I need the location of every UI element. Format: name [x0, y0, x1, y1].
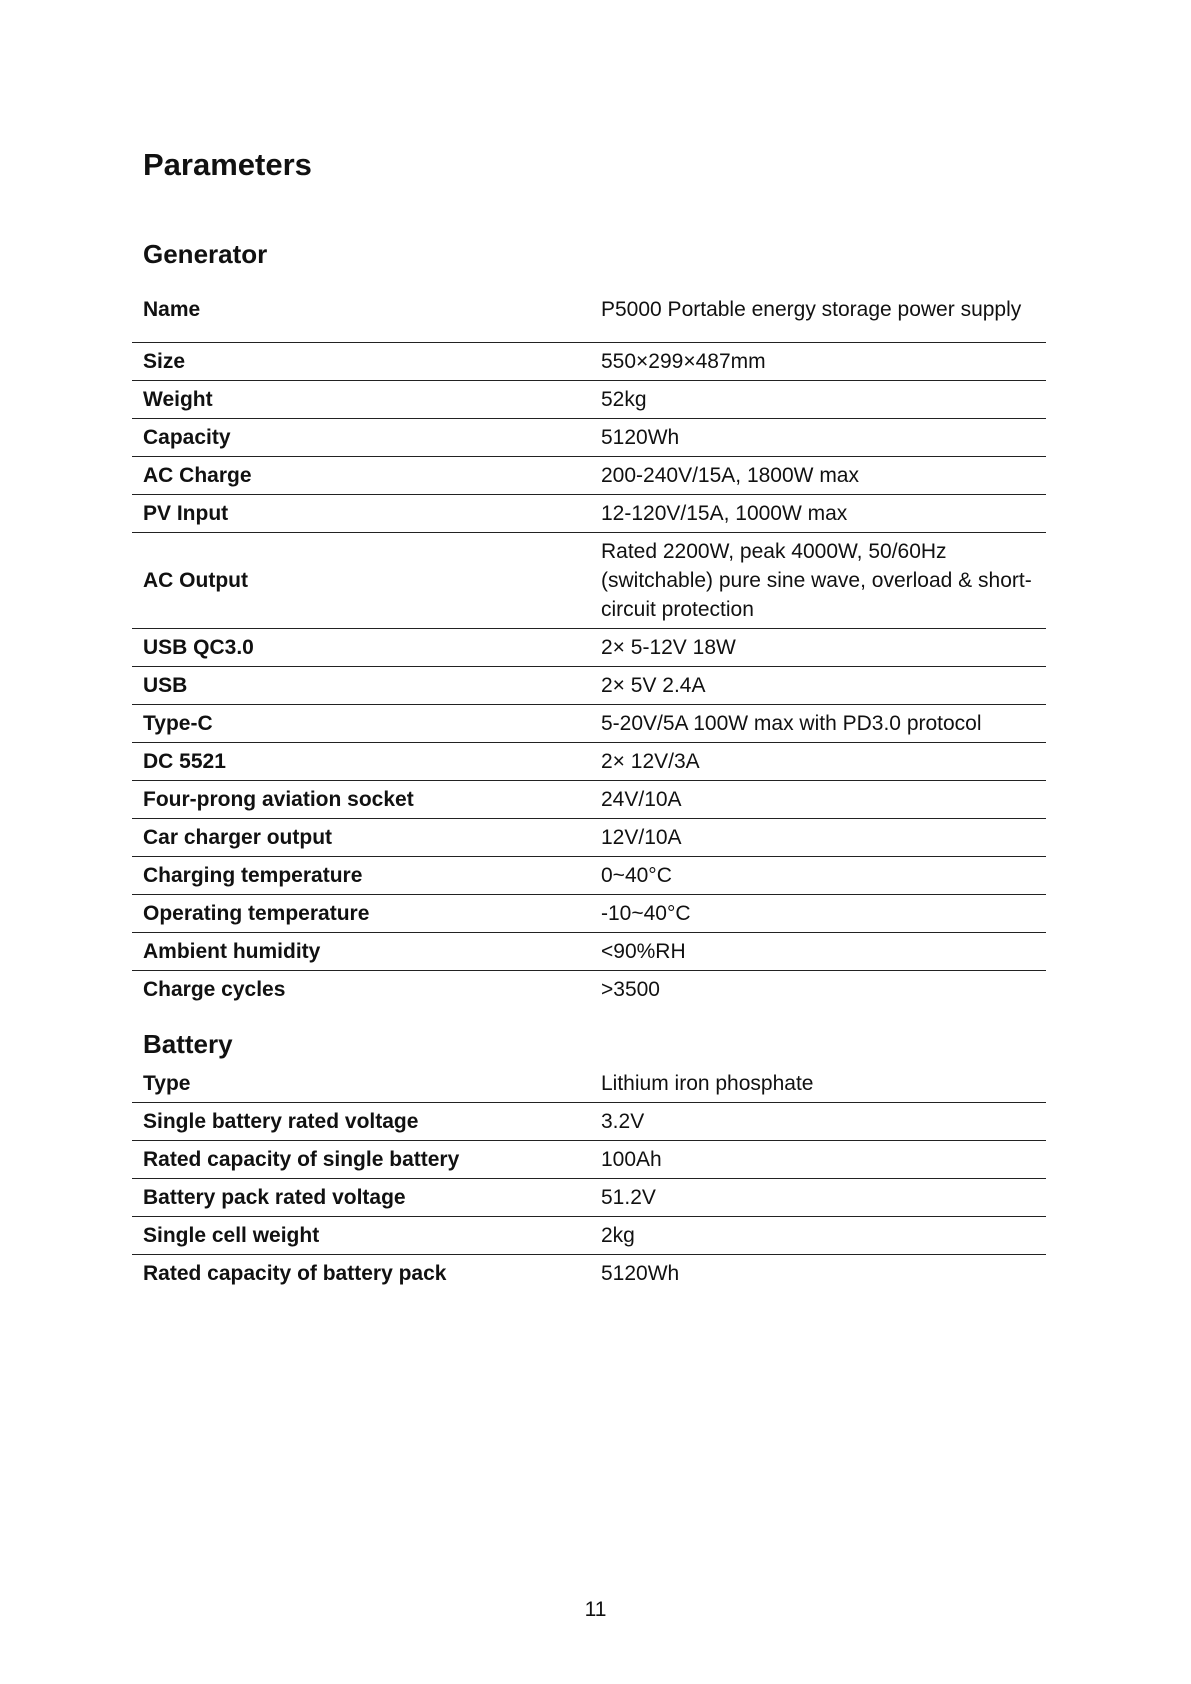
battery-heading: Battery — [143, 1029, 233, 1059]
spec-label: USB — [143, 673, 188, 697]
table-row — [132, 494, 1046, 532]
table-row — [132, 818, 1046, 856]
spec-label: Charging temperature — [143, 863, 363, 887]
table-row — [132, 1065, 1046, 1103]
spec-label: AC Charge — [143, 463, 252, 487]
spec-label: AC Output — [143, 568, 248, 592]
spec-value: 5-20V/5A 100W max with PD3.0 protocol — [601, 711, 982, 735]
spec-value: 24V/10A — [601, 787, 682, 811]
spec-value: 100Ah — [601, 1148, 662, 1171]
spec-label: Type — [143, 1072, 191, 1095]
table-row — [132, 704, 1046, 742]
spec-label: Four-prong aviation socket — [143, 787, 414, 811]
table-row — [132, 894, 1046, 932]
table-row — [132, 666, 1046, 704]
spec-value: 550×299×487mm — [601, 349, 766, 373]
spec-value: 200-240V/15A, 1800W max — [601, 463, 859, 487]
spec-value: >3500 — [601, 977, 660, 1001]
spec-value: -10~40°C — [601, 901, 691, 925]
table-row — [132, 970, 1046, 1008]
spec-value: 2× 12V/3A — [601, 749, 700, 773]
spec-value: Lithium iron phosphate — [601, 1072, 814, 1095]
table-row — [132, 1103, 1046, 1141]
spec-label: Size — [143, 349, 186, 373]
spec-label: Type-C — [143, 711, 213, 735]
spec-value: 3.2V — [601, 1110, 645, 1133]
table-row — [132, 628, 1046, 666]
table-row — [132, 1179, 1046, 1217]
spec-value: 2× 5V 2.4A — [601, 673, 706, 697]
spec-value: 5120Wh — [601, 425, 680, 449]
spec-value: 51.2V — [601, 1186, 656, 1209]
table-row — [132, 932, 1046, 970]
spec-label: Ambient humidity — [143, 939, 321, 963]
spec-value: 0~40°C — [601, 863, 672, 887]
table-row — [132, 532, 1046, 628]
table-row — [132, 342, 1046, 380]
generator-spec-table — [132, 278, 1046, 1008]
table-row — [132, 456, 1046, 494]
spec-label: Name — [143, 298, 201, 322]
spec-label: PV Input — [143, 501, 229, 525]
spec-label: Operating temperature — [143, 901, 370, 925]
table-row — [132, 856, 1046, 894]
spec-label: USB QC3.0 — [143, 635, 254, 659]
generator-heading: Generator — [143, 239, 268, 269]
spec-label: Capacity — [143, 425, 231, 449]
page-title: Parameters — [143, 147, 312, 182]
table-row — [132, 742, 1046, 780]
spec-value: Rated 2200W, peak 4000W, 50/60Hz (switchable) pure sine wave, overload & short-circuit protection — [601, 539, 1032, 621]
page-number: 11 — [584, 1598, 607, 1621]
spec-label: Single cell weight — [143, 1224, 320, 1247]
spec-value: 5120Wh — [601, 1262, 680, 1285]
spec-label: Battery pack rated voltage — [143, 1186, 406, 1209]
spec-label: Charge cycles — [143, 977, 286, 1001]
spec-value: P5000 Portable energy storage power supply — [601, 298, 1022, 322]
table-row — [132, 278, 1046, 342]
spec-value: 2× 5-12V 18W — [601, 635, 736, 659]
table-row — [132, 1217, 1046, 1255]
spec-value: 12-120V/15A, 1000W max — [601, 501, 848, 525]
spec-label: Car charger output — [143, 825, 333, 849]
spec-label: DC 5521 — [143, 749, 226, 773]
table-row — [132, 1141, 1046, 1179]
spec-label: Single battery rated voltage — [143, 1110, 419, 1133]
spec-value: <90%RH — [601, 939, 686, 963]
spec-label: Weight — [143, 387, 213, 411]
table-row — [132, 780, 1046, 818]
spec-value: 52kg — [601, 387, 647, 411]
table-row — [132, 1255, 1046, 1293]
table-row — [132, 418, 1046, 456]
spec-label: Rated capacity of single battery — [143, 1148, 460, 1171]
battery-spec-table — [132, 1065, 1046, 1292]
spec-label: Rated capacity of battery pack — [143, 1262, 447, 1285]
spec-value: 2kg — [601, 1224, 635, 1247]
table-row — [132, 380, 1046, 418]
spec-value: 12V/10A — [601, 825, 682, 849]
